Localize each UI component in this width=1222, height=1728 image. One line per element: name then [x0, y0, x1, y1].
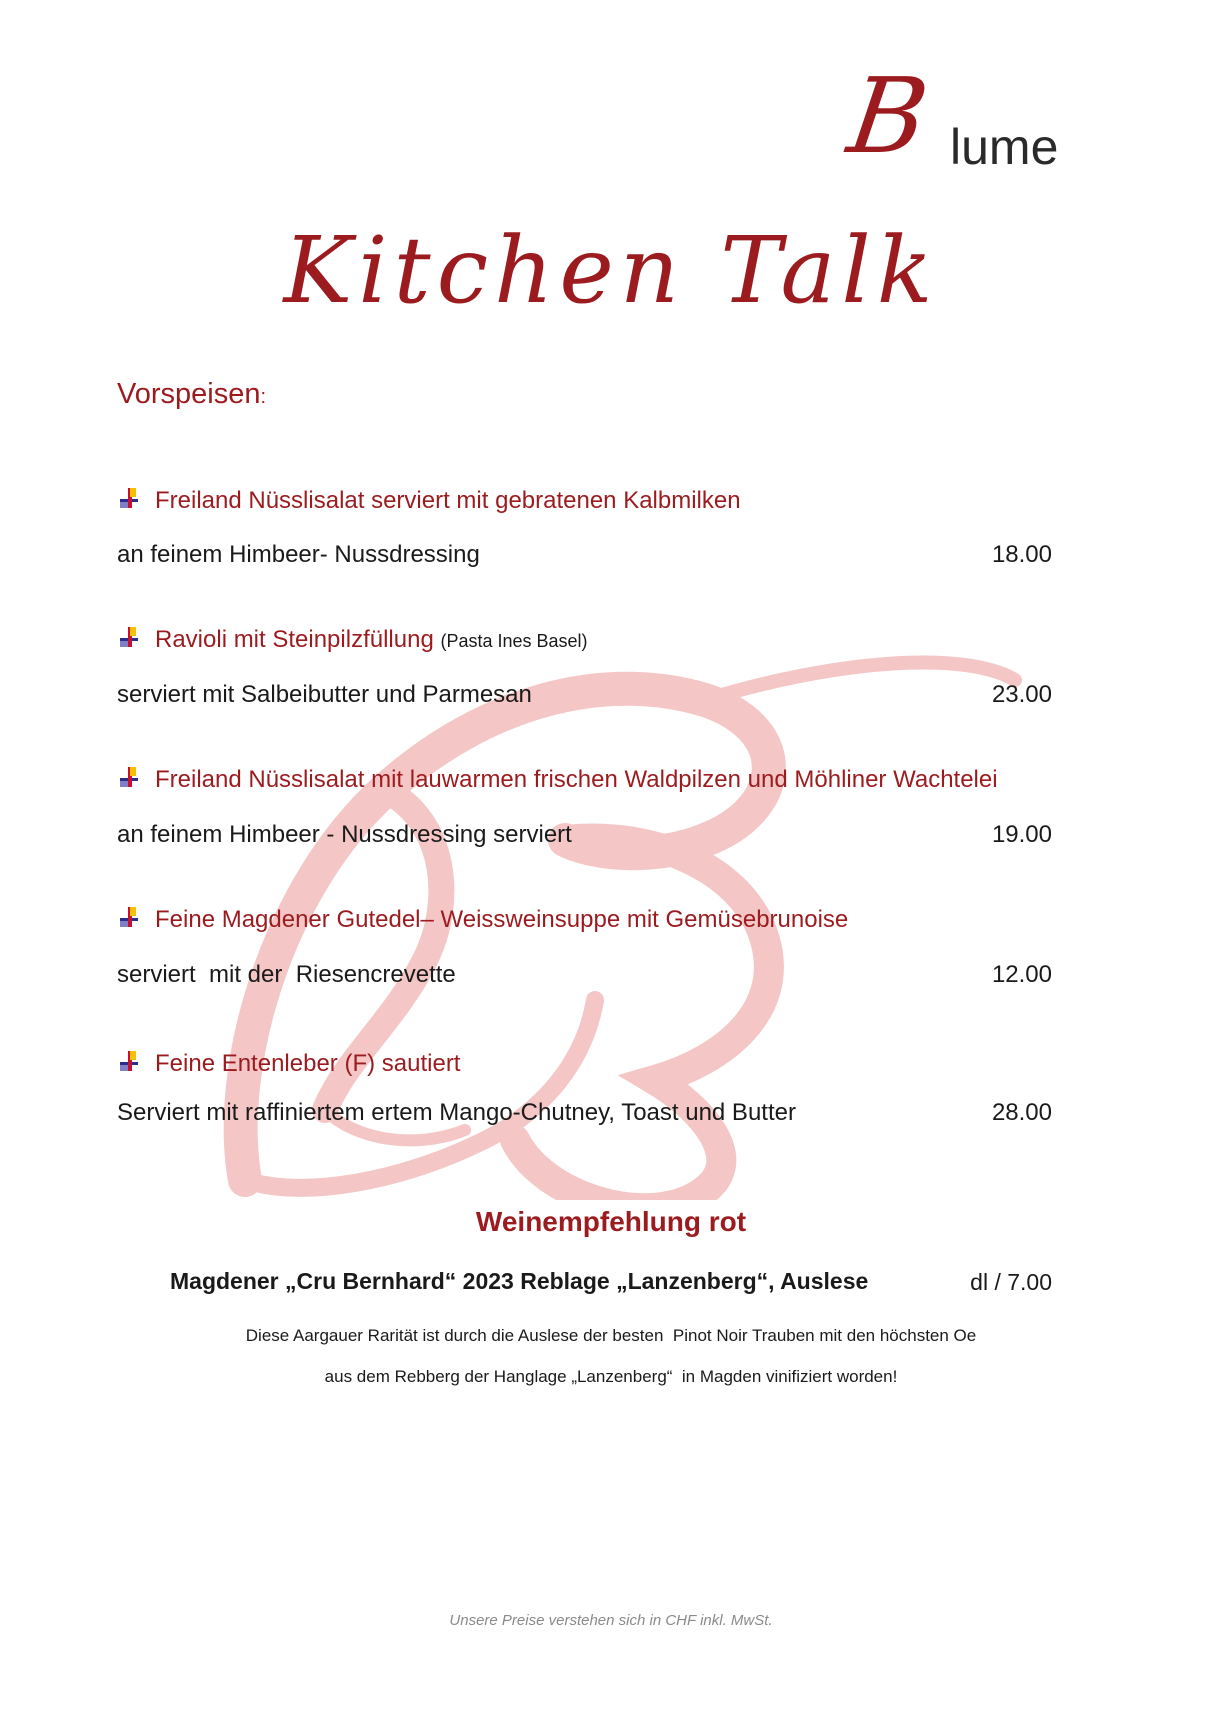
menu-item-price: 18.00	[991, 541, 1052, 568]
menu-item-description: Serviert mit raffiniertem ertem Mango-Chutney, Toast und Butter	[117, 1099, 796, 1126]
menu-item-title-text: Freiland Nüsslisalat serviert mit gebratenen Kalbmilken	[155, 487, 741, 514]
menu-item-price: 23.00	[991, 681, 1052, 708]
price-footnote: Unsere Preise verstehen sich in CHF inkl. MwSt.	[449, 1612, 773, 1629]
page-title: Kitchen Talk	[283, 217, 939, 324]
menu-item-price: 12.00	[991, 961, 1052, 988]
cross-bullet-icon	[117, 1049, 141, 1073]
cross-bullet-icon	[117, 765, 141, 789]
menu-item-description: serviert mit Salbeibutter und Parmesan	[117, 681, 532, 708]
menu-item-description: an feinem Himbeer - Nussdressing serviert	[117, 821, 572, 848]
wine-heading: Weinempfehlung rot	[475, 1206, 747, 1237]
cross-bullet-icon	[117, 905, 141, 929]
menu-item-title-text: Feine Entenleber (F) sautiert	[155, 1050, 461, 1077]
menu-item-title	[117, 625, 588, 654]
section-heading-text: Vorspeisen	[117, 378, 261, 410]
cross-bullet-icon	[117, 625, 141, 649]
cross-bullet-icon	[117, 486, 141, 510]
menu-item-title	[117, 486, 741, 515]
menu-item-title	[117, 905, 848, 934]
menu-item-price: 19.00	[991, 821, 1052, 848]
menu-item-title-text: Ravioli mit Steinpilzfüllung	[155, 626, 434, 653]
logo-text: lume	[950, 119, 1059, 175]
wine-description-line: aus dem Rebberg der Hanglage „Lanzenberg“ in Magden vinifiziert worden!	[324, 1367, 898, 1386]
menu-item-title	[117, 765, 998, 794]
menu-item-note: (Pasta Ines Basel)	[440, 631, 588, 651]
menu-item-title-text: Feine Magdener Gutedel– Weissweinsuppe mit Gemüsebrunoise	[155, 906, 849, 933]
wine-price: dl / 7.00	[970, 1269, 1052, 1295]
menu-item-price: 28.00	[991, 1099, 1052, 1126]
logo-initial: B	[841, 55, 936, 177]
wine-name: Magdener „Cru Bernhard“ 2023 Reblage „Lanzenberg“, Auslese	[170, 1268, 869, 1294]
wine-description-line: Diese Aargauer Rarität ist durch die Auslese der besten Pinot Noir Trauben mit den höchsten Oe	[245, 1326, 977, 1345]
section-heading	[117, 378, 266, 411]
menu-item-title-text: Freiland Nüsslisalat mit lauwarmen frischen Waldpilzen und Möhliner Wachtelei	[155, 766, 998, 793]
menu-item-description: an feinem Himbeer- Nussdressing	[117, 541, 480, 568]
menu-item-title	[117, 1049, 460, 1078]
menu-item-description: serviert mit der Riesencrevette	[117, 961, 456, 988]
blume-logo	[841, 55, 1110, 182]
section-heading-colon: :	[260, 386, 267, 408]
